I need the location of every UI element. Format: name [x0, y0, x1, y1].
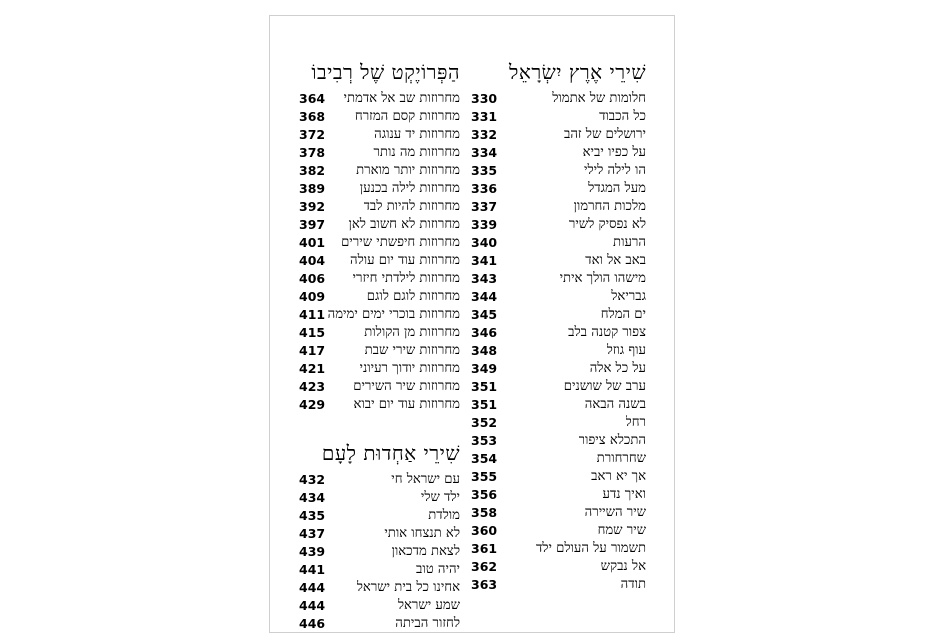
toc-list-project: [298, 90, 460, 414]
entry-page-number: 362: [471, 559, 498, 574]
entry-title: חלומות של אתמול: [552, 91, 646, 106]
toc-entry: [470, 234, 646, 252]
entry-page-number: 352: [471, 415, 498, 430]
column-right: [470, 56, 646, 594]
entry-page-number: 444: [299, 598, 326, 613]
entry-title: ירושלים של זהב: [563, 127, 646, 142]
toc-entry: [470, 324, 646, 342]
entry-page-number: 415: [299, 325, 326, 340]
toc-entry: [298, 396, 460, 414]
entry-page-number: 334: [471, 145, 498, 160]
entry-title: מישהו הולך איתי: [559, 271, 646, 286]
entry-page-number: 348: [471, 343, 498, 358]
toc-entry: [470, 468, 646, 486]
entry-title: עוף גוזל: [606, 343, 646, 358]
entry-title: אל נבקש: [600, 559, 646, 574]
toc-entry: [298, 198, 460, 216]
entry-title: מחרוזות שב אל אדמתי: [343, 91, 460, 106]
toc-entry: [470, 162, 646, 180]
entry-title: כל הכבוד: [599, 109, 646, 124]
toc-entry: [470, 180, 646, 198]
toc-entry: [470, 144, 646, 162]
entry-title: מולדת: [428, 508, 460, 523]
entry-page-number: 337: [471, 199, 498, 214]
entry-page-number: 421: [299, 361, 326, 376]
entry-page-number: 368: [299, 109, 326, 124]
entry-title: מחרוזות חיפשתי שירים: [341, 235, 460, 250]
entry-page-number: 378: [299, 145, 326, 160]
toc-list-eretz: [470, 90, 646, 594]
entry-title: מחרוזות קסם המזרח: [354, 109, 460, 124]
toc-entry: [470, 486, 646, 504]
toc-entry: [470, 198, 646, 216]
entry-page-number: 441: [299, 562, 326, 577]
entry-page-number: 417: [299, 343, 326, 358]
toc-entry: [298, 597, 460, 615]
toc-entry: [298, 342, 460, 360]
entry-page-number: 429: [299, 397, 326, 412]
entry-page-number: 346: [471, 325, 498, 340]
toc-entry: [470, 216, 646, 234]
entry-title: שיר השיירה: [584, 505, 646, 520]
entry-title: מחרוזות שיר השירים: [353, 379, 460, 394]
entry-title: לחזור הביתה: [395, 616, 460, 631]
toc-entry: [298, 144, 460, 162]
entry-title: תשמור על העולם ילד: [535, 541, 646, 556]
entry-page-number: 423: [299, 379, 326, 394]
entry-title: הרעות: [613, 235, 646, 250]
entry-page-number: 339: [471, 217, 498, 232]
toc-entry: [298, 615, 460, 633]
toc-entry: [470, 90, 646, 108]
entry-title: גבריאל: [611, 289, 646, 304]
entry-title: מעל המגדל: [588, 181, 646, 196]
toc-entry: [470, 576, 646, 594]
toc-entry: [470, 342, 646, 360]
entry-title: מחרוזות יותר מוארת: [356, 163, 460, 178]
entry-title: הו לילה לילי: [584, 163, 646, 178]
entry-title: מחרוזות עוד יום עולה: [350, 253, 460, 268]
toc-entry: [298, 270, 460, 288]
toc-entry: [298, 216, 460, 234]
entry-page-number: 343: [471, 271, 498, 286]
entry-page-number: 435: [299, 508, 326, 523]
toc-entry: [298, 360, 460, 378]
entry-page-number: 354: [471, 451, 498, 466]
toc-entry: [298, 525, 460, 543]
entry-page-number: 437: [299, 526, 326, 541]
toc-entry: [470, 522, 646, 540]
entry-page-number: 411: [299, 307, 326, 322]
entry-page-number: 361: [471, 541, 498, 556]
document-page: [269, 15, 675, 633]
toc-entry: [470, 360, 646, 378]
toc-entry: [298, 126, 460, 144]
entry-page-number: 434: [299, 490, 326, 505]
toc-entry: [298, 90, 460, 108]
entry-title: שיר שמח: [597, 523, 646, 538]
entry-page-number: 344: [471, 289, 498, 304]
toc-entry: [298, 471, 460, 489]
toc-entry: [298, 324, 460, 342]
entry-title: מחרוזות לילדתי חיזרי: [352, 271, 460, 286]
entry-title: לא תנצחו אותי: [384, 526, 460, 541]
toc-entry: [470, 396, 646, 414]
section-heading-unity: שִׁירֵי אַחְדוּת לָעָם: [321, 441, 460, 465]
toc-entry: [470, 414, 646, 432]
entry-page-number: 397: [299, 217, 326, 232]
toc-list-unity: [298, 471, 460, 633]
entry-title: מחרוזות מן הקולות: [364, 325, 460, 340]
entry-page-number: 363: [471, 577, 498, 592]
entry-page-number: 404: [299, 253, 326, 268]
entry-title: מחרוזות יד ענוגה: [374, 127, 460, 142]
entry-page-number: 340: [471, 235, 498, 250]
entry-title: מחרוזות יודוך רעיוני: [359, 361, 460, 376]
toc-entry: [298, 579, 460, 597]
entry-title: מחרוזות שירי שבת: [364, 343, 460, 358]
toc-entry: [298, 180, 460, 198]
entry-page-number: 349: [471, 361, 498, 376]
toc-entry: [470, 432, 646, 450]
column-left: [298, 56, 460, 633]
entry-title: אחינו כל בית ישראל: [356, 580, 460, 595]
entry-title: ילד שלי: [420, 490, 460, 505]
entry-title: על כפיו יביא: [582, 145, 646, 160]
entry-title: באב אל ואד: [585, 253, 646, 268]
toc-entry: [470, 270, 646, 288]
toc-entry: [470, 108, 646, 126]
toc-entry: [470, 450, 646, 468]
entry-page-number: 439: [299, 544, 326, 559]
entry-page-number: 355: [471, 469, 498, 484]
entry-title: ערב של שושנים: [563, 379, 646, 394]
entry-title: יהיה טוב: [416, 562, 460, 577]
entry-title: ים המלח: [600, 307, 646, 322]
entry-page-number: 345: [471, 307, 498, 322]
entry-page-number: 356: [471, 487, 498, 502]
entry-title: מחרוזות להיות לבד: [363, 199, 460, 214]
entry-page-number: 406: [299, 271, 326, 286]
entry-page-number: 351: [471, 379, 498, 394]
entry-page-number: 432: [299, 472, 326, 487]
entry-page-number: 444: [299, 580, 326, 595]
entry-title: בשנה הבאה: [584, 397, 646, 412]
entry-page-number: 335: [471, 163, 498, 178]
toc-entry: [470, 252, 646, 270]
entry-page-number: 336: [471, 181, 498, 196]
entry-page-number: 382: [299, 163, 326, 178]
entry-title: מחרוזות מה נותר: [373, 145, 460, 160]
entry-page-number: 330: [471, 91, 498, 106]
toc-entry: [470, 378, 646, 396]
section-heading-project: הַפְּרוֹיֶקְט שֶׁל רְבִיבוֹ: [311, 60, 460, 84]
entry-title: מלכות החרמון: [573, 199, 646, 214]
entry-title: התכלא ציפור: [578, 433, 646, 448]
entry-page-number: 446: [299, 616, 326, 631]
toc-entry: [470, 126, 646, 144]
entry-page-number: 353: [471, 433, 498, 448]
entry-title: מחרוזות לא חשוב לאן: [348, 217, 460, 232]
entry-title: צפור קטנה בלב: [568, 325, 646, 340]
entry-title: מחרוזות לילה בכנען: [359, 181, 460, 196]
entry-page-number: 332: [471, 127, 498, 142]
entry-title: רחל: [625, 415, 646, 430]
toc-entry: [298, 489, 460, 507]
entry-page-number: 358: [471, 505, 498, 520]
toc-entry: [470, 540, 646, 558]
toc-entry: [298, 252, 460, 270]
entry-title: על כל אלה: [589, 361, 646, 376]
entry-page-number: 360: [471, 523, 498, 538]
toc-entry: [298, 288, 460, 306]
toc-entry: [298, 378, 460, 396]
entry-page-number: 389: [299, 181, 326, 196]
toc-entry: [298, 108, 460, 126]
entry-page-number: 409: [299, 289, 326, 304]
entry-page-number: 401: [299, 235, 326, 250]
entry-page-number: 372: [299, 127, 326, 142]
toc-entry: [470, 504, 646, 522]
toc-entry: [470, 306, 646, 324]
entry-title: תודה: [620, 577, 646, 592]
toc-entry: [298, 234, 460, 252]
entry-title: שחרחורת: [596, 451, 646, 466]
toc-entry: [470, 288, 646, 306]
entry-title: עם ישראל חי: [391, 472, 460, 487]
section-heading-eretz: שִׁירֵי אֶרֶץ יִשְׂרָאֵל: [508, 60, 646, 84]
entry-page-number: 351: [471, 397, 498, 412]
toc-entry: [298, 561, 460, 579]
toc-entry: [298, 507, 460, 525]
entry-title: אך יא ראב: [591, 469, 646, 484]
toc-entry: [298, 306, 460, 324]
entry-page-number: 331: [471, 109, 498, 124]
entry-title: לצאת מדכאון: [391, 544, 460, 559]
toc-entry: [470, 558, 646, 576]
toc-entry: [298, 162, 460, 180]
entry-title: מחרוזות בוכרי ימים ימימה: [327, 307, 460, 322]
entry-page-number: 364: [299, 91, 326, 106]
entry-title: מחרוזות לוגם לוגם: [366, 289, 460, 304]
entry-title: ואיך נדע: [602, 487, 646, 502]
entry-title: לא נפסיק לשיר: [568, 217, 646, 232]
entry-page-number: 341: [471, 253, 498, 268]
toc-entry: [298, 543, 460, 561]
entry-title: מחרוזות עוד יום יבוא: [353, 397, 460, 412]
entry-page-number: 392: [299, 199, 326, 214]
entry-title: שמע ישראל: [397, 598, 460, 613]
